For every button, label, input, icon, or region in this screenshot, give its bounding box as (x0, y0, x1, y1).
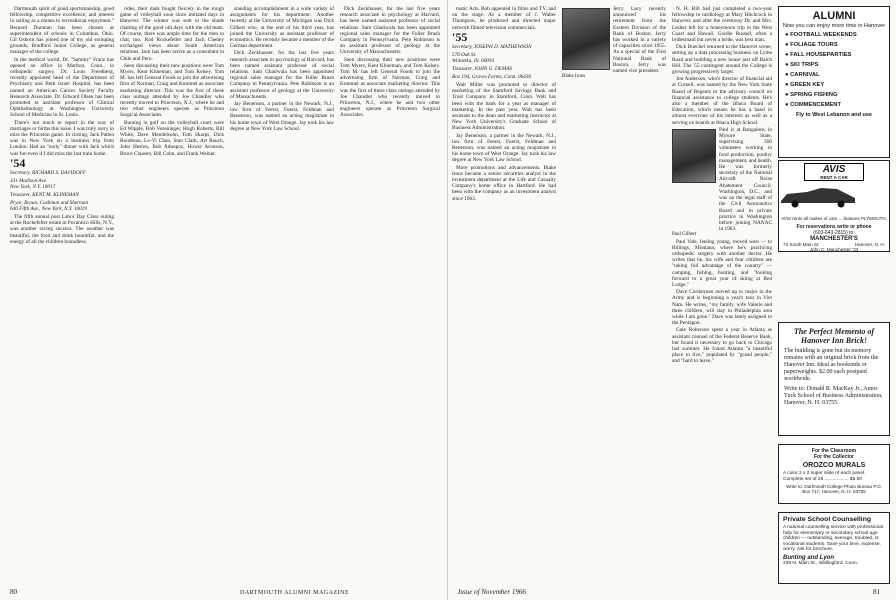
article-text: Dave Cordorman moved up to major in the Army and is beginning a year's tour in Viet Nam. He writes, "my family, wife Valerie and three children, will stay in Philadelphia area while I am gone." Dave was lately assigned to the Pentagon. (672, 289, 772, 327)
article-text: Dick Buechel returned to the Hanover scene, setting up a data processing business on Lyme Road and building a new house just off Balch Hill. The '55 contingent around the College is growing progressively larger. (672, 44, 772, 76)
left-column-3 (230, 6, 334, 578)
list-item: ● COMMENCEMENT (785, 102, 842, 108)
article-text: N. H. Bill had just completed a two-year fellowship in cardiology at Mary Hitchcock in Hanover, and after the ceremony Dr. and Mrs. Lesher left for a honeymoon trip to the West Coast and Hawaii. Gordie Russell, often a bridesmaid but never a bride, was best man. (672, 6, 772, 44)
article-text: Dick Zeckhauser, for the last five years research associate in psychology at Harvard, has been named assistant professor of social relations. Sam Ghatiwala has been appointed regional sales manager for the Fuller Brush Company in Pennsylvania. Pete Robinson is an assistant professor of geology at the University of Massachusetts. (340, 6, 440, 56)
article-text: In the medical world, Dr. "Sammy" Franz has opened an office in Marlton, Conn., in orthopedic surgery. Dr. Louis Freedberg, recently appointed head of the Department of Psychiatry and Beth Israel Hospital, has been named an American Cancer Society Faculty Research Associate. Dr. Edward Olsen has been promoted to assistant professor of Clinical Ophthalmology at Washington University School of Medicine in St. Louis. (10, 56, 114, 119)
list-item: ● SKI TRIPS (785, 62, 819, 68)
page-number-right: 81 (873, 588, 880, 596)
magazine-title-footer: DARTMOUTH ALUMNI MAGAZINE (240, 590, 350, 596)
avis-logo: AVIS RENT A CAR (804, 163, 864, 181)
ad-title: ALUMNI (812, 10, 856, 22)
class-heading-54 (10, 155, 114, 170)
class-treasurer: Treasurer, KENT M. KLINEMAN (10, 192, 79, 199)
article-text: Paul is at Bangalore, in Mysore State, supervising 300 volunteers working in food production, poultry management, and health. He was formerly secretary of the National Aircraft Noise Abatement Council. Washington, D.C., and was on the legal staff of the Civil Aeronautics Board and in private practice in Washington before joining NANAC in 1963. (719, 126, 772, 233)
article-text: matic Arts, Bob appeared in films and TV, and on the stage. As a member of J. Walter Thompson, he produced and directed major network filmed television commercials. (452, 6, 556, 31)
company-address: 238 N. Main St., Wallingford, Conn. (783, 560, 859, 566)
article-text: Bunting in golf on the volleyball court were Ed Wipple, Bob Vezeninger, Hugh Roberts, Bill White, Dave Mendelsohn, Tom Sharps, Dick Boudreau, Lo-Yi Chan, Stan Clark, Art Rauch, John Heston, Bob Adnopoz, Howie Aronson, Bruce Clausen, Bill Cohn, and Frank Weiner. (120, 119, 224, 157)
photo-caption: Paul Gilbert (672, 232, 697, 238)
phone-text: (603-643-2815) to: (813, 230, 855, 236)
portrait-photo (562, 8, 610, 70)
list-item: ● FOOTBALL WEEKENDS (785, 32, 857, 38)
class-heading-55 (452, 29, 556, 44)
list-item: ● FALL HOUSEPARTIES (785, 52, 852, 58)
ad-text: A national counselling service with professional help for elementary or secondary school age children — outstanding, average, troubled, or vocational students. Save your time, expense, worry. Ask for brochure. (783, 525, 883, 553)
article-text: Walt Miller was promoted to director of marketing of the Stamford Savings Bank and Trust Company in Stamford, Conn. Walt has been with the bank for a year as manager of marketing. In the past year, Walt has been assistant to the dean and marketing instructor at New York University's Graduate School of Business Administration. (452, 82, 556, 132)
class-secretary-address: 331 Madison Ave. New York, N.Y. 10017 (10, 178, 56, 191)
portrait-photo (672, 129, 716, 183)
article-text: More promotions and advancements. Blake Irons became a senior securities analyst in the investment department at the Life and Casualty Company's home office in Hartford. He had been with the company as an investment analyst since 1963. (452, 164, 556, 202)
alumni-ad (778, 6, 890, 158)
page-number-left: 80 (10, 588, 17, 596)
ad-title: The Perfect Memento of Hanover Inn Brick! (793, 327, 875, 345)
article-text: Seen discussing their new positions were Tom Myers, Kent Klineman, and Tom Kelsey. Tom M. has left General Foods to join the advertising firm of Norman, Craig and Kummel as associate marketing director. This was the first of these class outings attended by Joe Chandler who recently moved to Princeton, N.J., where he and two other engineers operate as Princeton Surgical Associates. (340, 56, 440, 119)
article-text: Jay Benenson, a partner in the Newark, N.J., law firm of Feerst, Fuerst, Feldman and Benenson, was named an acting magistrate in his home town of West Orange. Jay took his law degree at New York Law School. (230, 101, 334, 132)
photo-caption: Blake Irons (562, 74, 586, 80)
class-year: '54 (10, 155, 26, 170)
company-name: MANCHESTER'S (810, 236, 858, 242)
class-treasurer: Treasurer, JOHN G. DEMAS (452, 66, 512, 73)
article-text: Gale Roberson spent a year in Atlanta as assistant counsel of the Federal Reserve Bank, but found it necessary to go back to Chicago last summer. He found Atlanta "a beautiful place to live," populated by "grand people," and "hard to leave." (672, 327, 772, 365)
left-column-4 (340, 6, 440, 578)
right-column-1 (452, 6, 556, 578)
list-item: ● FOLIAGE TOURS (785, 42, 838, 48)
class-secretary: Secretary, RICHARD S. DAVIDOFF (10, 170, 87, 177)
company-name: Bunting and Lyon (783, 554, 834, 561)
ad-subtitle: Now you can enjoy more time in Hanover (782, 23, 886, 29)
article-text: There's not much to report in the way of marriages or births this issue. I was truly sorry to miss the Princeton game. In closing, Jack Patten was in New York on a business trip from London. Had an "early" dinner with Jack which was fun even if I did miss the last train home. (10, 119, 114, 157)
article-text: standing accomplishment in a wide variety of assignments for his department. Another recently at the University of Michigan was Dick Gilbert who, at the end of his third year, has joined the University as assistant professor of economics. He recently became a member of the German department. (230, 6, 334, 50)
left-column-1 (10, 6, 114, 578)
ad-for-text: For the Collector (813, 454, 854, 460)
ad-title: Private School Counselling (783, 516, 871, 523)
article-text: The fifth annual post Labor Day Class outing at the Rockefeller estate in Pocantico Hills, N.Y., was another raving success. The weather was beautiful, the food and drink bountiful, and the energy of all the children boundless. (10, 214, 114, 245)
left-column-2 (120, 6, 224, 578)
list-item: ● GREEN KEY (785, 82, 825, 88)
article-text: Jerry Lacy recently announced his retirement from the Eastern Division of the Bank of Boston. Jerry has worked in a variety of capacities since 1955. As a special of the First National Bank of Boston, Jerry was named vice president. (613, 6, 666, 75)
address-line: 73 South Main St. Hanover, N. H. (783, 242, 885, 247)
memento-ad (778, 322, 890, 436)
article-text: Dartmouth spirit of good sportsmanship, good fellowship, competitive excellence, and interest in sailing as a means to recreational enjoyment." Bernard Dunman has been chosen as superintendent of schools in Columbus, Ohio. Gil Osborn has joined one of my old stomping grounds, Bradford Junior College, as general manager of the college. (10, 6, 114, 56)
article-text: Paul Vale, feeling young, moved west — to Billings, Montana, where he's practicing orthopedic surgery with another doctor. He writes that he, his wife and four children are "taking full advantage of the country" — camping, fishing, hunting, and "looking forward to a great year of skiing at Red Lodge." (672, 238, 772, 288)
article-text: Dick Zeckhauser, for the last five years research associate in psychology at Harvard, has been named assistant professor of social relations. Sam Ghatiwala has been appointed regional sales manager for the Fuller Brush Company in Pennsylvania. Pete Robinson is an assistant professor of geology at the University of Massachusetts. (230, 50, 334, 100)
ad-write-text: Write to: Dartmouth College Photo Bureau P.O. Box 717, Hanover, N. H. 03755 (786, 484, 882, 495)
ad-text: The building is gone but its memory remains with an original brick from the Hanover Inn. Ideal as bookends or paperweights. $2.00 each postpaid worldwide. (784, 348, 879, 382)
class-secretary-address: 576 Oak St. Winnetka, Ill. 60093 (452, 52, 495, 65)
issue-date-footer: Issue of November 1966 (458, 588, 526, 596)
list-item: ● CARNIVAL (785, 72, 820, 78)
article-text: Seen discussing their new positions were Tom Myers, Kent Klineman, and Tom Kelsey. Tom M. has left General Foods to join the advertising firm of Norman, Craig and Kummel as associate marketing director. This was the first of these class outings attended by Joe Chandler who recently moved to Princeton, N.J., where he and two other engineers operate as Princeton Surgical Associates. (120, 62, 224, 119)
contact-name: John C. Manchester '33 (809, 247, 859, 252)
ad-text: A color 2 x 2 super slide of each panel. Complete set of 26 .................. $5.00 (783, 471, 866, 482)
list-item: ● SPRING FISHING (785, 92, 838, 98)
article-text: Jon Anderson, who's director of financial aid at Cornell, was named by the New York State Board of Regents to the advisory council on financial assistance to college students. He's also a member of the Ithaca Board of Education, which means he has a hand in almost everyone of his interests as well as a serving on boards at Ithaca High School. (672, 76, 772, 126)
orozco-ad (778, 444, 890, 504)
ad-title: OROZCO MURALS (802, 462, 866, 469)
event-list (779, 32, 889, 108)
article-text: rides, their dads fought fiercely in the rough game of volleyball soon since imitated days in Hanover. The winner was sent to the shade chatting of the good old days with the old team. Of course, there was ample time for the men to chat, too. Rod Rockefeller and Jack Chehey exchanged views about South American relations. Jack has been active as a consultant in Chile and Peru. (120, 6, 224, 62)
car-icon (779, 186, 857, 208)
counseling-ad (778, 512, 890, 584)
car-caption: AVIS rents all makes of cars ... features PLYMOUTH. (781, 216, 887, 221)
right-column-2 (562, 6, 666, 578)
article-text: Jay Benenson, a partner in the Newark, N.J., law firm of Feerst, Fuerst, Feldman and Benenson, was named an acting magistrate in his home town of West Orange. Jay took his law degree at New York Law School. (452, 132, 556, 164)
right-column-3 (672, 6, 772, 578)
class-year: '55 (452, 29, 468, 44)
ad-for-text: For the Classroom (811, 448, 857, 454)
ad-write-text: Write to: Donald R. MacKay Jr., Amos Tuck School of Business Administration, Hanover, N. H. 03755. (784, 386, 883, 406)
class-treasurer-address: Pryor, Braun, Cashman and Sherman 640 Fifth Ave., New York, N.Y. 10019 (10, 200, 89, 213)
ad-fly-text: Fly to West Lebanon and use (796, 112, 872, 118)
class-secretary: Secretary, JOSEPH D. MATHEWSON (452, 44, 532, 51)
right-page (448, 0, 896, 600)
avis-ad (778, 160, 890, 252)
class-treasurer-address: Box 194, Graves Farms, Conn. 06436 (452, 74, 531, 81)
reservations-text: For reservations write or phone (796, 224, 872, 230)
